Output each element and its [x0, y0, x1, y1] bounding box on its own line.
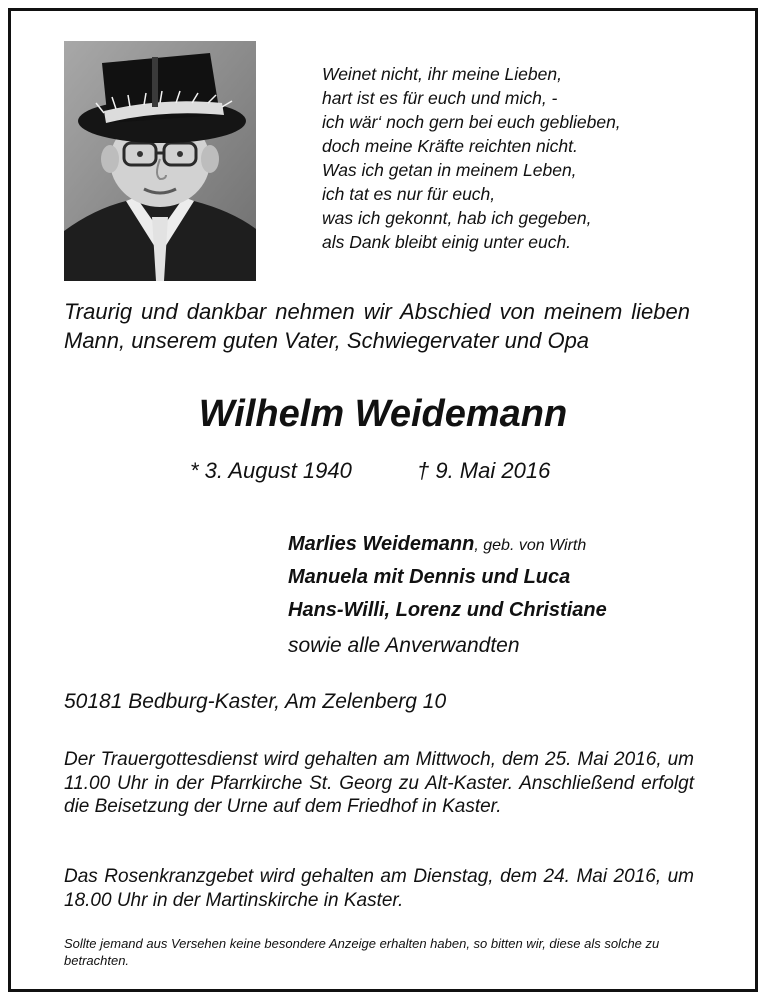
deceased-name: Wilhelm Weidemann [198, 393, 568, 435]
mourner-line [288, 596, 607, 624]
poem-line: doch meine Kräfte reichten nicht. [322, 136, 578, 156]
farewell-poem [322, 62, 621, 254]
portrait-photo [64, 41, 256, 281]
funeral-service-text: Der Trauergottesdienst wird gehalten am Mittwoch, dem 25. Mai 2016, um 11.00 Uhr in der Pfarrkirche St. Georg zu Alt-Kaster. Anschließend erfolgt die Beisetzung der Urne auf dem Friedhof in Kaster. [64, 749, 694, 817]
poem-line: ich wär‘ noch gern bei euch geblieben, [322, 112, 621, 132]
poem-line: ich tat es nur für euch, [322, 184, 496, 204]
family-address: 50181 Bedburg-Kaster, Am Zelenberg 10 [64, 690, 447, 713]
mourner-names: Manuela mit Dennis und Luca [288, 566, 571, 588]
rosary-text: Das Rosenkranzgebet wird gehalten am Dienstag, dem 24. Mai 2016, um 18.00 Uhr in der Martinskirche in Kaster. [64, 866, 694, 911]
birth-date: * 3. August 1940 [190, 458, 352, 483]
relatives-line: sowie alle Anverwandten [288, 634, 520, 657]
poem-line: was ich gekonnt, hab ich gegeben, [322, 208, 592, 228]
poem-line: Weinet nicht, ihr meine Lieben, [322, 64, 562, 84]
footnote: Sollte jemand aus Versehen keine besondere Anzeige erhalten haben, so bitten wir, diese als solche zu betrachten. [64, 936, 660, 968]
death-date: † 9. Mai 2016 [417, 458, 551, 483]
mourner-spouse [288, 530, 586, 560]
portrait-photo-icon [64, 41, 256, 281]
intro-text: Traurig und dankbar nehmen wir Abschied von meinem lieben Mann, unserem guten Vater, Schwiegervater und Opa [64, 299, 690, 353]
spouse-name: Marlies Weidemann [288, 533, 475, 555]
mourner-names: Hans-Willi, Lorenz und Christiane [288, 599, 607, 621]
poem-line: hart ist es für euch und mich, - [322, 88, 558, 108]
poem-line: Was ich getan in meinem Leben, [322, 160, 577, 180]
poem-line: als Dank bleibt einig unter euch. [322, 232, 572, 252]
mourner-line [288, 563, 570, 591]
spouse-maiden-name: , geb. von Wirth [474, 537, 587, 554]
